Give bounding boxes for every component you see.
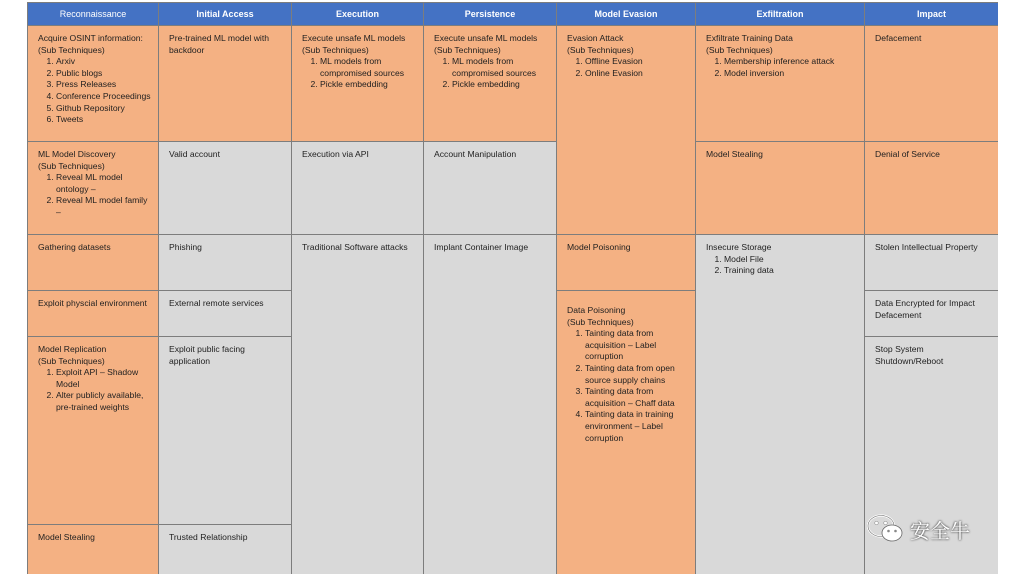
sub-technique-item: 2. Training data [724, 265, 858, 277]
sub-techniques-label: (Sub Techniques) [302, 44, 369, 55]
sub-technique-list [434, 56, 550, 91]
technique-title: ML Model Discovery [38, 149, 116, 159]
sub-technique-item: 1. Exploit API – Shadow Model [56, 367, 152, 390]
header-impact: Impact [865, 3, 998, 25]
sub-techniques-label: (Sub Techniques) [38, 355, 105, 366]
watermark-text: 安全牛 [910, 518, 970, 543]
technique-cell [696, 142, 864, 234]
technique-title: External remote services [169, 298, 264, 308]
sub-technique-item: 2. Pickle embedding [320, 79, 417, 91]
sub-technique-list [38, 367, 152, 413]
technique-cell [28, 525, 158, 574]
sub-technique-item: 2. Alter publicly available, pre-trained weights [56, 390, 152, 413]
technique-cell [557, 26, 695, 234]
technique-cell [424, 142, 556, 234]
technique-cell [28, 337, 158, 524]
technique-title: Execute unsafe ML models [302, 33, 406, 43]
sub-technique-item: 1. Tainting data from acquisition – Label corruption [585, 328, 689, 363]
sub-technique-item: 2. Online Evasion [585, 68, 689, 80]
sub-techniques-label: (Sub Techniques) [706, 44, 773, 55]
technique-title: Model Replication [38, 344, 107, 354]
technique-cell [292, 142, 423, 234]
sub-technique-item: 2. Tainting data from open source supply chains [585, 363, 689, 386]
sub-techniques-label: (Sub Techniques) [38, 160, 105, 171]
header-execution: Execution [292, 3, 423, 25]
technique-title: Exfiltrate Training Data [706, 33, 793, 43]
technique-cell [159, 525, 291, 574]
technique-cell [28, 26, 158, 141]
header-exfiltration: Exfiltration [696, 3, 864, 25]
technique-title: Model Stealing [706, 149, 763, 159]
technique-cell [557, 291, 695, 574]
technique-cell [28, 291, 158, 336]
sub-technique-item: 5. Github Repository [56, 103, 152, 115]
technique-title: Evasion Attack [567, 33, 624, 43]
technique-cell [424, 235, 556, 574]
technique-title: Stop System Shutdown/Reboot [875, 344, 944, 366]
sub-technique-list [38, 172, 152, 218]
sub-technique-item: 3. Press Releases [56, 79, 152, 91]
wechat-icon [866, 514, 904, 544]
sub-technique-item: 2. Reveal ML model family – [56, 195, 152, 218]
technique-title: Data Encrypted for Impact Defacement [875, 298, 975, 320]
sub-technique-item: 1. ML models from compromised sources [320, 56, 417, 79]
sub-techniques-label: (Sub Techniques) [434, 44, 501, 55]
technique-title: Trusted Relationship [169, 532, 248, 542]
sub-technique-item: 6. Tweets [56, 114, 152, 126]
technique-title: Exploit public facing application [169, 344, 245, 366]
sub-technique-item: 4. Conference Proceedings [56, 91, 152, 103]
technique-title: Execute unsafe ML models [434, 33, 538, 43]
technique-cell [424, 26, 556, 141]
sub-technique-item: 1. Offline Evasion [585, 56, 689, 68]
sub-technique-item: 1. Membership inference attack [724, 56, 858, 68]
sub-technique-list [706, 56, 858, 79]
technique-cell [159, 291, 291, 336]
technique-title: Model Stealing [38, 532, 95, 542]
sub-technique-list [302, 56, 417, 91]
sub-techniques-label: (Sub Techniques) [567, 316, 634, 327]
sub-technique-item: 2. Public blogs [56, 68, 152, 80]
sub-technique-item: 2. Pickle embedding [452, 79, 550, 91]
technique-title: Exploit physcial environment [38, 298, 147, 308]
header-initial-access: Initial Access [159, 3, 291, 25]
watermark [866, 512, 996, 546]
technique-title: Pre-trained ML model with backdoor [169, 33, 269, 55]
header-persistence: Persistence [424, 3, 556, 25]
header-reconnaissance: Reconnaissance [28, 3, 158, 25]
technique-cell [696, 26, 864, 141]
technique-cell [28, 142, 158, 234]
sub-techniques-label: (Sub Techniques) [38, 44, 105, 55]
technique-title: Stolen Intellectual Property [875, 242, 978, 252]
technique-title: Model Poisoning [567, 242, 631, 252]
technique-cell [696, 235, 864, 574]
sub-technique-list [567, 56, 689, 79]
header-model-evasion: Model Evasion [557, 3, 695, 25]
sub-techniques-label: (Sub Techniques) [567, 44, 634, 55]
sub-technique-list [706, 254, 858, 277]
sub-technique-item: 1. ML models from compromised sources [452, 56, 550, 79]
technique-cell [865, 142, 998, 234]
sub-technique-item: 1. Arxiv [56, 56, 152, 68]
sub-technique-item: 2. Model inversion [724, 68, 858, 80]
technique-cell [159, 142, 291, 234]
technique-cell [292, 235, 423, 574]
sub-technique-list [567, 328, 689, 444]
technique-title: Account Manipulation [434, 149, 517, 159]
technique-title: Denial of Service [875, 149, 940, 159]
technique-cell [159, 26, 291, 141]
technique-title: Phishing [169, 242, 202, 252]
technique-cell [865, 291, 998, 336]
sub-technique-item: 1. Model File [724, 254, 858, 266]
sub-technique-item: 1. Reveal ML model ontology – [56, 172, 152, 195]
technique-cell [292, 26, 423, 141]
technique-title: Data Poisoning [567, 305, 626, 315]
sub-technique-list [38, 56, 152, 126]
technique-title: Traditional Software attacks [302, 242, 408, 252]
technique-cell [865, 26, 998, 141]
technique-cell [28, 235, 158, 290]
technique-title: Execution via API [302, 149, 369, 159]
technique-cell [865, 235, 998, 290]
technique-cell [557, 235, 695, 290]
technique-title: Valid account [169, 149, 220, 159]
attack-matrix [27, 2, 998, 574]
technique-cell [159, 235, 291, 290]
sub-technique-item: 4. Tainting data in training environment – Label corruption [585, 409, 689, 444]
technique-title: Implant Container Image [434, 242, 529, 252]
technique-title: Gathering datasets [38, 242, 111, 252]
sub-technique-item: 3. Tainting data from acquisition – Chaff data [585, 386, 689, 409]
technique-title: Defacement [875, 33, 922, 43]
technique-title: Acquire OSINT information: [38, 33, 143, 43]
technique-title: Insecure Storage [706, 242, 772, 252]
technique-cell [159, 337, 291, 524]
